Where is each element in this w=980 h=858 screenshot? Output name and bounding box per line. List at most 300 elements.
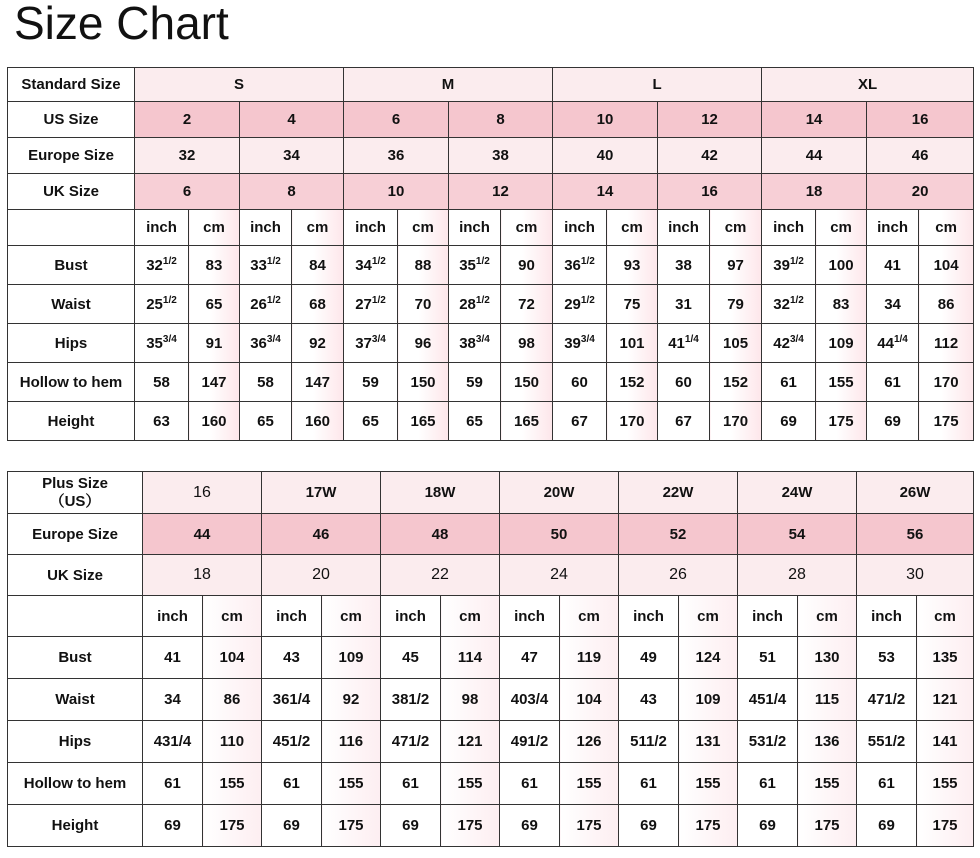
value-fraction: 3/4 <box>789 333 804 345</box>
plus-measurement-value: 61 <box>500 763 560 805</box>
value-whole: 39 <box>773 256 790 274</box>
value-whole: 92 <box>309 334 326 352</box>
plus-measurement-value: 361/4 <box>262 679 322 721</box>
measurement-value <box>135 363 189 402</box>
measurement-value <box>607 402 658 441</box>
measurement-value <box>553 402 607 441</box>
plus-size-label-line2: （US） <box>49 492 101 510</box>
plus-us-size-value: 20W <box>500 472 619 514</box>
measurement-value <box>553 285 607 324</box>
value-fraction: 1/4 <box>893 333 908 345</box>
plus-measurement-value: 61 <box>143 763 203 805</box>
plus-measurement-value: 131 <box>679 721 738 763</box>
measurement-value <box>189 285 240 324</box>
value-whole: 34 <box>884 295 901 313</box>
plus-measurement-value: 155 <box>917 763 974 805</box>
plus-unit-inch-header: inch <box>738 596 798 637</box>
measurement-label: Hips <box>8 324 135 363</box>
europe-size-value: 44 <box>762 138 867 174</box>
plus-europe-size-value: 52 <box>619 514 738 555</box>
measurement-value <box>867 285 919 324</box>
value-whole: 152 <box>723 373 749 391</box>
measurement-value <box>553 363 607 402</box>
plus-measurement-value: 141 <box>917 721 974 763</box>
plus-us-size-value: 16 <box>143 472 262 514</box>
measurement-value <box>867 246 919 285</box>
plus-measurement-value: 175 <box>322 805 381 847</box>
measurement-value <box>501 324 553 363</box>
value-whole: 175 <box>933 412 959 430</box>
value-whole: 79 <box>727 295 744 313</box>
value-whole: 147 <box>304 373 331 391</box>
plus-measurement-value: 451/4 <box>738 679 798 721</box>
measurement-value <box>449 324 501 363</box>
value-whole: 61 <box>780 373 797 391</box>
size-letter-m: M <box>344 68 553 102</box>
measurement-value <box>919 363 974 402</box>
measurement-value <box>292 324 344 363</box>
value-whole: 42 <box>773 334 790 352</box>
value-whole: 65 <box>205 295 223 313</box>
plus-measurement-value: 69 <box>857 805 917 847</box>
plus-europe-size-value: 56 <box>857 514 974 555</box>
plus-measurement-value: 47 <box>500 637 560 679</box>
plus-europe-size-value: 44 <box>143 514 262 555</box>
plus-measurement-value: 43 <box>262 637 322 679</box>
plus-measurement-value: 49 <box>619 637 679 679</box>
unit-cm-header: cm <box>501 210 553 246</box>
value-whole: 65 <box>257 412 274 430</box>
measurement-value <box>292 246 344 285</box>
value-whole: 93 <box>623 256 641 274</box>
value-whole: 91 <box>205 334 223 352</box>
value-whole: 31 <box>675 295 692 313</box>
measurement-value <box>135 246 189 285</box>
plus-unit-inch-header: inch <box>857 596 917 637</box>
value-whole: 65 <box>362 412 379 430</box>
plus-measurement-value: 119 <box>560 637 619 679</box>
unit-cm-header: cm <box>710 210 762 246</box>
measurement-label: Bust <box>8 246 135 285</box>
uk-size-value: 18 <box>762 174 867 210</box>
value-whole: 152 <box>619 373 645 391</box>
plus-measurement-value: 175 <box>560 805 619 847</box>
plus-us-size-value: 22W <box>619 472 738 514</box>
value-fraction: 3/4 <box>475 333 490 345</box>
value-fraction: 3/4 <box>580 333 595 345</box>
measurement-value <box>189 363 240 402</box>
value-fraction: 1/2 <box>266 255 281 267</box>
measurement-value <box>658 363 710 402</box>
measurement-value <box>398 324 449 363</box>
measurement-value <box>240 324 292 363</box>
measurement-value <box>449 402 501 441</box>
plus-europe-size-value: 48 <box>381 514 500 555</box>
measurement-value <box>344 402 398 441</box>
unit-cm-header: cm <box>292 210 344 246</box>
unit-inch-header: inch <box>762 210 816 246</box>
measurement-value <box>398 285 449 324</box>
plus-uk-size-value: 20 <box>262 555 381 596</box>
plus-size-label-line1: Plus Size <box>42 474 108 492</box>
uk-size-value: 14 <box>553 174 658 210</box>
value-whole: 83 <box>832 295 850 313</box>
plus-measurement-value: 135 <box>917 637 974 679</box>
plus-measurement-value: 53 <box>857 637 917 679</box>
plus-europe-size-value: 54 <box>738 514 857 555</box>
plus-measurement-value: 45 <box>381 637 441 679</box>
plus-uk-size-value: 22 <box>381 555 500 596</box>
unit-inch-header: inch <box>135 210 189 246</box>
value-whole: 90 <box>518 256 535 274</box>
measurement-value <box>762 324 816 363</box>
measurement-value <box>449 363 501 402</box>
value-whole: 147 <box>201 373 227 391</box>
value-whole: 86 <box>937 295 955 313</box>
plus-measurement-label: Hips <box>8 721 143 763</box>
value-whole: 105 <box>723 334 749 352</box>
measurement-value <box>919 324 974 363</box>
measurement-value <box>867 402 919 441</box>
measurement-value <box>710 402 762 441</box>
value-whole: 32 <box>773 295 790 313</box>
value-whole: 160 <box>304 412 331 430</box>
measurement-value <box>135 324 189 363</box>
plus-measurement-value: 491/2 <box>500 721 560 763</box>
measurement-value <box>398 402 449 441</box>
plus-measurement-value: 61 <box>381 763 441 805</box>
plus-measurement-value: 104 <box>560 679 619 721</box>
measurement-value <box>344 285 398 324</box>
value-whole: 72 <box>518 295 535 313</box>
unit-header-blank <box>8 210 135 246</box>
unit-inch-header: inch <box>658 210 710 246</box>
value-whole: 25 <box>146 295 163 313</box>
value-whole: 97 <box>727 256 744 274</box>
plus-measurement-value: 175 <box>917 805 974 847</box>
plus-uk-size-value: 18 <box>143 555 262 596</box>
plus-measurement-value: 155 <box>679 763 738 805</box>
value-fraction: 1/2 <box>371 255 386 267</box>
size-letter-l: L <box>553 68 762 102</box>
plus-unit-inch-header: inch <box>143 596 203 637</box>
measurement-value <box>135 285 189 324</box>
uk-size-value: 16 <box>658 174 762 210</box>
plus-measurement-value: 109 <box>322 637 381 679</box>
plus-measurement-value: 130 <box>798 637 857 679</box>
value-whole: 170 <box>619 412 645 430</box>
measurement-value <box>710 363 762 402</box>
value-whole: 33 <box>250 256 267 274</box>
value-whole: 61 <box>884 373 901 391</box>
measurement-value <box>501 402 553 441</box>
value-whole: 175 <box>828 412 854 430</box>
value-whole: 170 <box>723 412 749 430</box>
plus-measurement-label: Bust <box>8 637 143 679</box>
plus-measurement-value: 511/2 <box>619 721 679 763</box>
unit-inch-header: inch <box>553 210 607 246</box>
value-whole: 44 <box>877 334 894 352</box>
plus-uk-size-value: 26 <box>619 555 738 596</box>
plus-measurement-value: 41 <box>143 637 203 679</box>
standard-size-label: Standard Size <box>8 68 135 102</box>
measurement-value <box>710 324 762 363</box>
value-whole: 58 <box>257 373 274 391</box>
measurement-value <box>607 363 658 402</box>
plus-measurement-label: Height <box>8 805 143 847</box>
value-whole: 150 <box>514 373 540 391</box>
value-whole: 101 <box>619 334 645 352</box>
measurement-value <box>501 285 553 324</box>
europe-size-value: 46 <box>867 138 974 174</box>
measurement-value <box>240 363 292 402</box>
size-letter-xl: XL <box>762 68 974 102</box>
measurement-value <box>816 324 867 363</box>
plus-measurement-value: 61 <box>857 763 917 805</box>
plus-measurement-value: 104 <box>203 637 262 679</box>
value-whole: 100 <box>828 256 854 274</box>
value-whole: 96 <box>414 334 432 352</box>
plus-measurement-value: 69 <box>381 805 441 847</box>
measurement-value <box>658 246 710 285</box>
measurement-value <box>553 246 607 285</box>
europe-size-value: 40 <box>553 138 658 174</box>
plus-measurement-value: 155 <box>203 763 262 805</box>
plus-europe-size-value: 50 <box>500 514 619 555</box>
value-whole: 69 <box>780 412 797 430</box>
plus-size-table <box>7 471 974 847</box>
measurement-value <box>919 285 974 324</box>
value-whole: 37 <box>355 334 372 352</box>
value-fraction: 1/4 <box>684 333 699 345</box>
value-whole: 41 <box>668 334 685 352</box>
value-whole: 170 <box>933 373 959 391</box>
value-whole: 98 <box>518 334 535 352</box>
measurement-value <box>189 402 240 441</box>
plus-us-size-value: 18W <box>381 472 500 514</box>
unit-inch-header: inch <box>867 210 919 246</box>
plus-uk-size-value: 24 <box>500 555 619 596</box>
measurement-value <box>658 324 710 363</box>
value-whole: 26 <box>250 295 267 313</box>
value-whole: 165 <box>514 412 540 430</box>
plus-measurement-value: 531/2 <box>738 721 798 763</box>
value-fraction: 3/4 <box>266 333 281 345</box>
measurement-value <box>816 246 867 285</box>
plus-measurement-value: 155 <box>322 763 381 805</box>
plus-measurement-value: 61 <box>738 763 798 805</box>
uk-size-value: 10 <box>344 174 449 210</box>
uk-size-value: 20 <box>867 174 974 210</box>
plus-unit-cm-header: cm <box>560 596 619 637</box>
uk-size-value: 12 <box>449 174 553 210</box>
value-whole: 84 <box>309 256 326 274</box>
unit-inch-header: inch <box>240 210 292 246</box>
plus-measurement-value: 98 <box>441 679 500 721</box>
plus-measurement-value: 69 <box>738 805 798 847</box>
measurement-value <box>449 246 501 285</box>
measurement-value <box>189 246 240 285</box>
value-fraction: 1/2 <box>580 255 595 267</box>
measurement-value <box>398 363 449 402</box>
plus-unit-inch-header: inch <box>500 596 560 637</box>
unit-cm-header: cm <box>919 210 974 246</box>
measurement-value <box>919 402 974 441</box>
plus-uk-size-value: 30 <box>857 555 974 596</box>
value-whole: 36 <box>250 334 267 352</box>
measurement-value <box>710 285 762 324</box>
value-fraction: 1/2 <box>162 294 177 306</box>
measurement-value <box>762 363 816 402</box>
value-whole: 160 <box>201 412 227 430</box>
value-fraction: 1/2 <box>789 294 804 306</box>
europe-size-value: 42 <box>658 138 762 174</box>
plus-measurement-value: 155 <box>798 763 857 805</box>
standard-size-table <box>7 67 974 441</box>
value-whole: 63 <box>153 412 170 430</box>
plus-uk-size-value: 28 <box>738 555 857 596</box>
value-fraction: 1/2 <box>266 294 281 306</box>
value-whole: 83 <box>205 256 223 274</box>
plus-unit-cm-header: cm <box>441 596 500 637</box>
unit-inch-header: inch <box>344 210 398 246</box>
measurement-value <box>658 285 710 324</box>
value-whole: 59 <box>466 373 483 391</box>
value-whole: 67 <box>571 412 588 430</box>
value-whole: 75 <box>623 295 641 313</box>
value-whole: 38 <box>459 334 476 352</box>
measurement-value <box>501 363 553 402</box>
value-whole: 59 <box>362 373 379 391</box>
value-whole: 60 <box>675 373 692 391</box>
uk-size-label: UK Size <box>8 174 135 210</box>
plus-measurement-label: Waist <box>8 679 143 721</box>
value-whole: 41 <box>884 256 901 274</box>
value-whole: 32 <box>146 256 163 274</box>
europe-size-label: Europe Size <box>8 138 135 174</box>
unit-cm-header: cm <box>189 210 240 246</box>
plus-europe-size-value: 46 <box>262 514 381 555</box>
us-size-value: 8 <box>449 102 553 138</box>
measurement-value <box>344 324 398 363</box>
value-whole: 155 <box>828 373 854 391</box>
value-whole: 67 <box>675 412 692 430</box>
plus-measurement-value: 69 <box>143 805 203 847</box>
value-whole: 29 <box>564 295 581 313</box>
value-fraction: 3/4 <box>371 333 386 345</box>
measurement-value <box>867 324 919 363</box>
value-whole: 88 <box>414 256 432 274</box>
plus-measurement-value: 471/2 <box>381 721 441 763</box>
uk-size-value: 8 <box>240 174 344 210</box>
value-whole: 34 <box>355 256 372 274</box>
plus-measurement-value: 34 <box>143 679 203 721</box>
plus-unit-cm-header: cm <box>322 596 381 637</box>
value-whole: 35 <box>459 256 476 274</box>
measurement-value <box>449 285 501 324</box>
measurement-value <box>658 402 710 441</box>
plus-measurement-value: 175 <box>203 805 262 847</box>
us-size-value: 12 <box>658 102 762 138</box>
plus-unit-inch-header: inch <box>381 596 441 637</box>
plus-measurement-value: 69 <box>262 805 322 847</box>
plus-measurement-value: 51 <box>738 637 798 679</box>
value-whole: 58 <box>153 373 170 391</box>
value-whole: 27 <box>355 295 372 313</box>
measurement-value <box>292 363 344 402</box>
plus-measurement-value: 121 <box>441 721 500 763</box>
value-whole: 150 <box>410 373 436 391</box>
value-whole: 39 <box>564 334 581 352</box>
value-whole: 68 <box>309 295 326 313</box>
unit-cm-header: cm <box>607 210 658 246</box>
value-whole: 165 <box>410 412 436 430</box>
measurement-value <box>344 246 398 285</box>
plus-measurement-value: 124 <box>679 637 738 679</box>
measurement-value <box>919 246 974 285</box>
plus-unit-inch-header: inch <box>262 596 322 637</box>
us-size-value: 14 <box>762 102 867 138</box>
value-fraction: 3/4 <box>162 333 177 345</box>
plus-measurement-value: 471/2 <box>857 679 917 721</box>
value-whole: 60 <box>571 373 588 391</box>
measurement-value <box>240 402 292 441</box>
measurement-value <box>607 246 658 285</box>
measurement-value <box>762 246 816 285</box>
plus-measurement-label: Hollow to hem <box>8 763 143 805</box>
plus-unit-cm-header: cm <box>798 596 857 637</box>
value-whole: 38 <box>675 256 692 274</box>
plus-measurement-value: 155 <box>441 763 500 805</box>
value-whole: 28 <box>459 295 476 313</box>
plus-us-size-value: 24W <box>738 472 857 514</box>
value-whole: 35 <box>146 334 163 352</box>
measurement-value <box>240 285 292 324</box>
value-whole: 70 <box>414 295 432 313</box>
plus-unit-cm-header: cm <box>679 596 738 637</box>
size-letter-s: S <box>135 68 344 102</box>
plus-measurement-value: 69 <box>619 805 679 847</box>
plus-measurement-value: 403/4 <box>500 679 560 721</box>
page-title: Size Chart <box>14 0 229 49</box>
value-fraction: 1/2 <box>789 255 804 267</box>
plus-measurement-value: 43 <box>619 679 679 721</box>
plus-uk-size-label: UK Size <box>8 555 143 596</box>
measurement-value <box>762 402 816 441</box>
measurement-value <box>607 285 658 324</box>
us-size-value: 10 <box>553 102 658 138</box>
plus-unit-header-blank <box>8 596 143 637</box>
plus-measurement-value: 175 <box>441 805 500 847</box>
plus-measurement-value: 61 <box>262 763 322 805</box>
plus-measurement-value: 116 <box>322 721 381 763</box>
measurement-label: Height <box>8 402 135 441</box>
value-whole: 65 <box>466 412 483 430</box>
plus-measurement-value: 451/2 <box>262 721 322 763</box>
plus-unit-inch-header: inch <box>619 596 679 637</box>
value-whole: 112 <box>933 334 959 352</box>
us-size-value: 2 <box>135 102 240 138</box>
plus-measurement-value: 92 <box>322 679 381 721</box>
value-whole: 36 <box>564 256 581 274</box>
measurement-value <box>501 246 553 285</box>
plus-measurement-value: 175 <box>798 805 857 847</box>
value-whole: 109 <box>828 334 854 352</box>
measurement-label: Hollow to hem <box>8 363 135 402</box>
value-whole: 104 <box>933 256 959 274</box>
plus-unit-cm-header: cm <box>917 596 974 637</box>
measurement-value <box>344 363 398 402</box>
